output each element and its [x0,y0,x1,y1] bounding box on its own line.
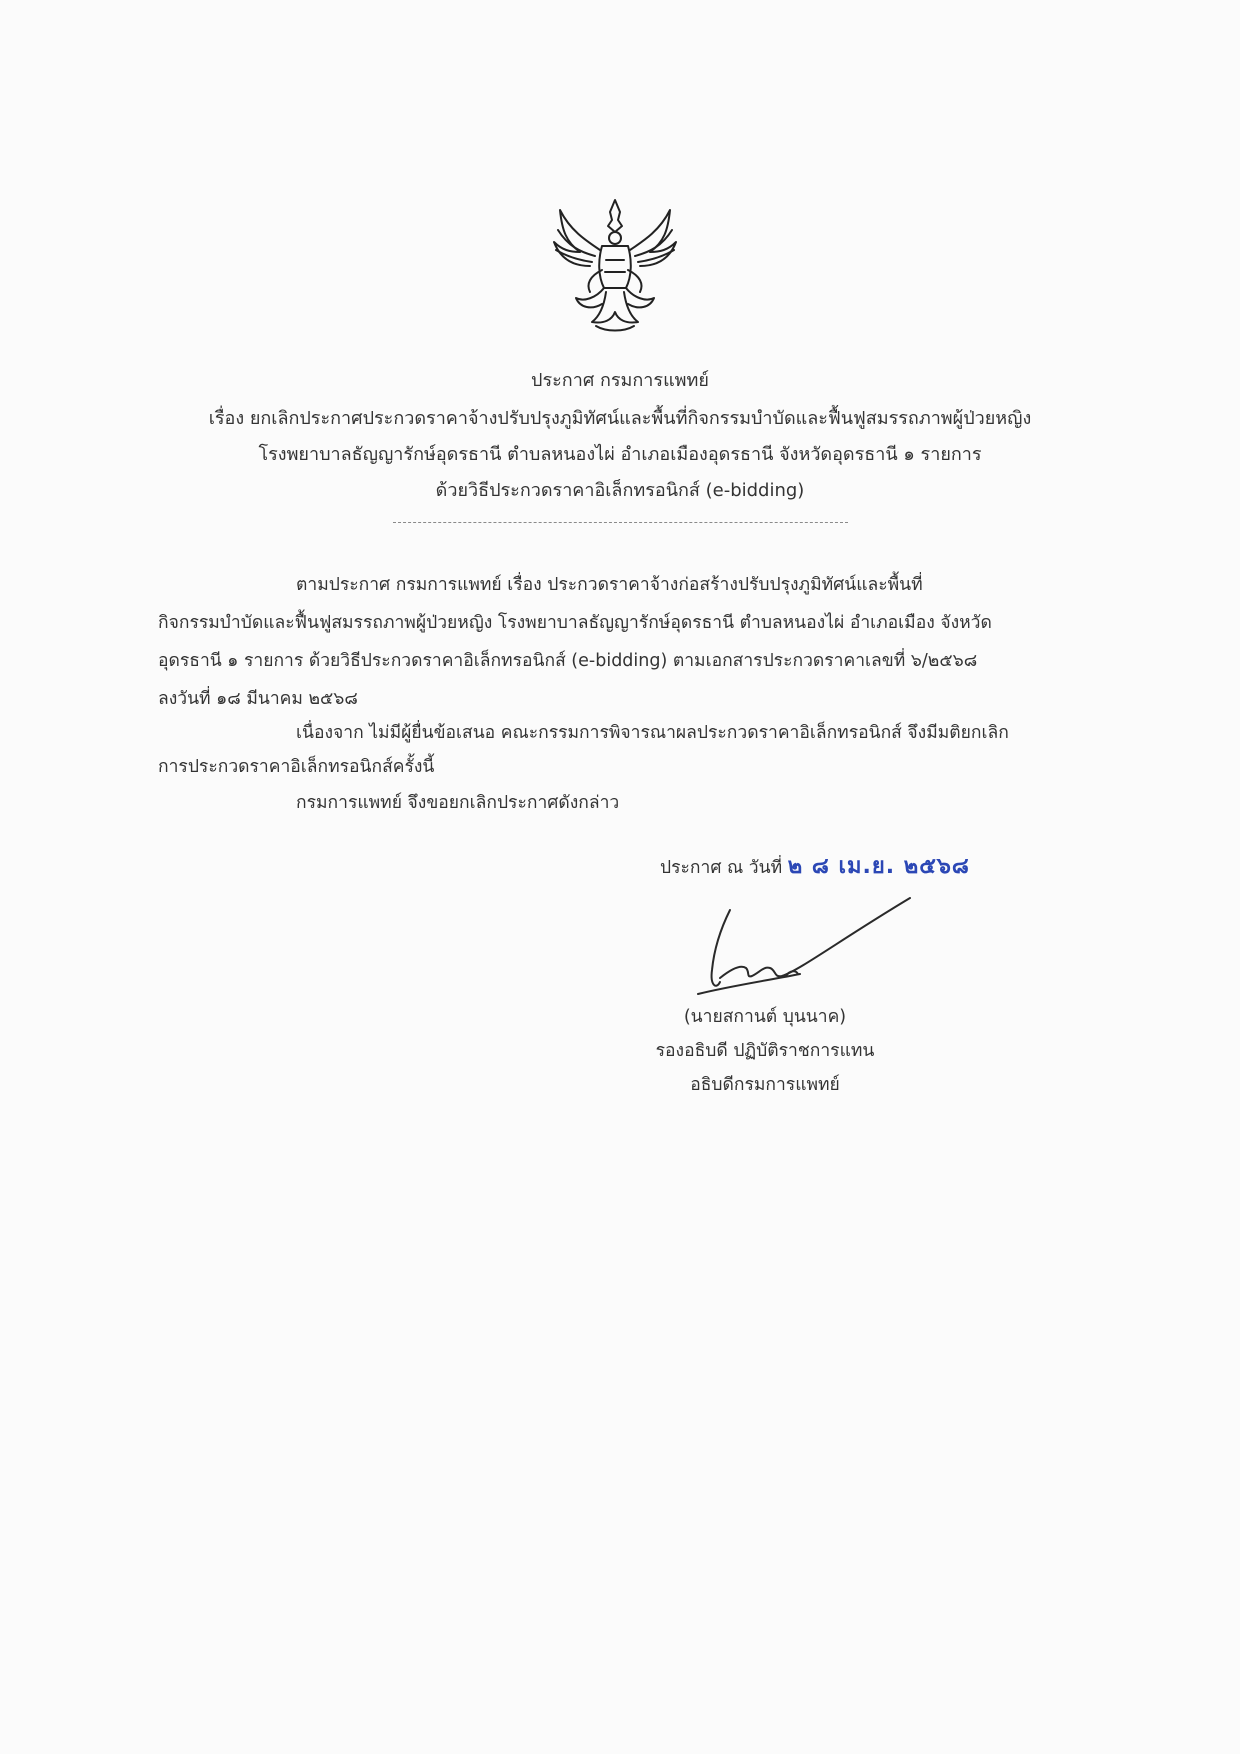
heading-divider [393,522,848,523]
signatory-position-2: อธิบดีกรมการแพทย์ [690,1075,840,1095]
subject-line-3: ด้วยวิธีประกวดราคาอิเล็กทรอนิกส์ (e-bidding) [435,480,805,501]
date-stamp: ๒ ๘ เม.ย. ๒๕๖๘ [787,854,970,879]
paragraph-1-line-2: กิจกรรมบำบัดและฟื้นฟูสมรรถภาพผู้ป่วยหญิง โรงพยาบาลธัญญารักษ์อุดรธานี ตำบลหนองไผ่ อำเภอเมือง จังหวัด [158,613,992,633]
handwritten-signature [690,890,920,1010]
paragraph-1-line-4: ลงวันที่ ๑๘ มีนาคม ๒๕๖๘ [158,689,358,709]
subject-line-2: โรงพยาบาลธัญญารักษ์อุดรธานี ตำบลหนองไผ่ อำเภอเมืองอุดรธานี จังหวัดอุดรธานี ๑ รายการ [258,444,982,465]
subject-line-1: เรื่อง ยกเลิกประกาศประกวดราคาจ้างปรับปรุงภูมิทัศน์และพื้นที่กิจกรรมบำบัดและฟื้นฟูสมรรถภาพผู้ป่วยหญิง [208,408,1032,429]
date-label: ประกาศ ณ วันที่ [660,858,783,878]
paragraph-1-line-1: ตามประกาศ กรมการแพทย์ เรื่อง ประกวดราคาจ้างก่อสร้างปรับปรุงภูมิทัศน์และพื้นที่ [296,575,923,595]
paragraph-2-line-2: การประกวดราคาอิเล็กทรอนิกส์ครั้งนี้ [158,757,435,777]
announcement-issuer: ประกาศ กรมการแพทย์ [531,370,709,391]
garuda-emblem-icon [540,180,690,340]
signatory-name: (นายสกานต์ บุนนาค) [683,1007,847,1027]
paragraph-2-line-1: เนื่องจาก ไม่มีผู้ยื่นข้อเสนอ คณะกรรมการพิจารณาผลประกวดราคาอิเล็กทรอนิกส์ จึงมีมติยกเลิก [296,723,1009,743]
date-row [660,852,970,883]
paragraph-1-line-3: อุดรธานี ๑ รายการ ด้วยวิธีประกวดราคาอิเล็กทรอนิกส์ (e-bidding) ตามเอกสารประกวดราคาเลขที่ ๖/๒๕๖๘ [158,651,978,671]
paragraph-3-line-1: กรมการแพทย์ จึงขอยกเลิกประกาศดังกล่าว [296,793,620,813]
signatory-position-1: รองอธิบดี ปฏิบัติราชการแทน [655,1041,875,1061]
